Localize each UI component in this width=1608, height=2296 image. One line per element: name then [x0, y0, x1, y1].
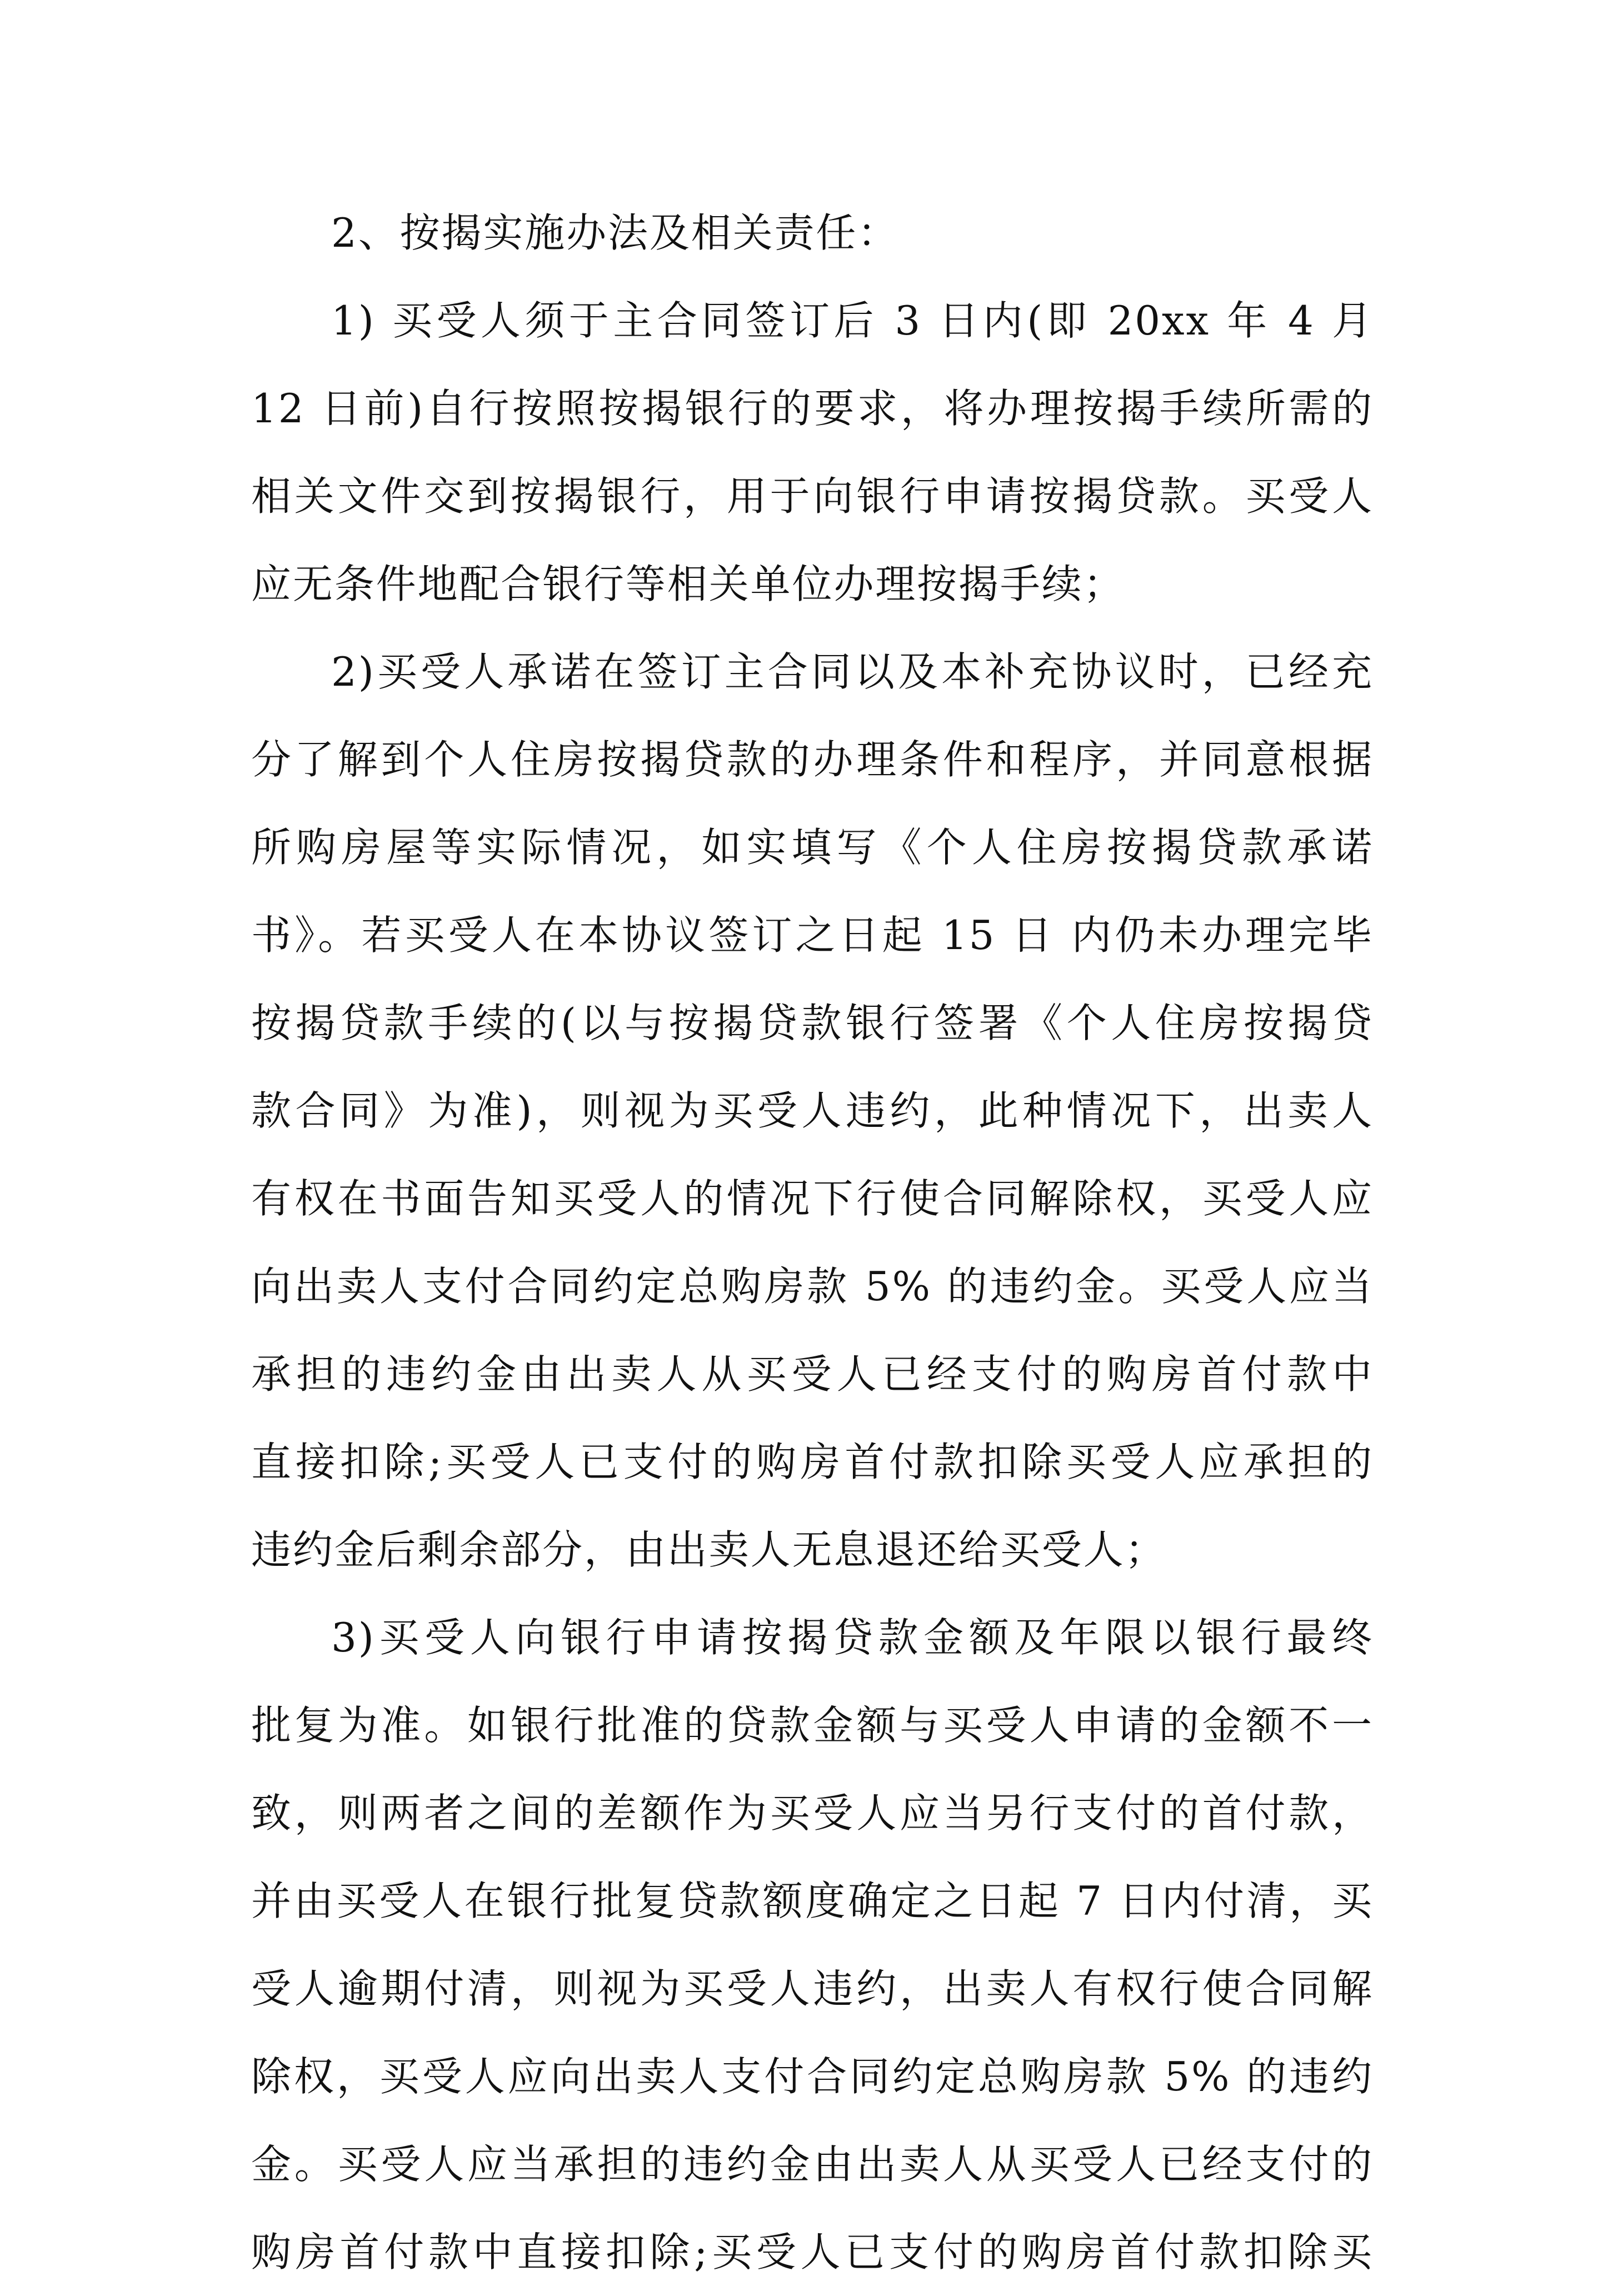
- text-line: 应无条件地配合银行等相关单位办理按揭手续；: [251, 561, 1125, 607]
- text-line: 书》。若买受人在本协议签订之日起 15 日 内仍未办理完毕: [251, 912, 1374, 959]
- document-body: [251, 189, 1374, 2296]
- text-line: 2)买受人承诺在签订主合同以及本补充协议时，已经充: [331, 648, 1374, 695]
- text-line: 所购房屋等实际情况，如实填写《个人住房按揭贷款承诺: [251, 824, 1374, 871]
- text-line: 款合同》为准)，则视为买受人违约，此种情况下，出卖人: [251, 1087, 1374, 1134]
- text-line: 有权在书面告知买受人的情况下行使合同解除权，买受人应: [251, 1175, 1374, 1222]
- text-line: 12 日前)自行按照按揭银行的要求，将办理按揭手续所需的: [251, 385, 1374, 432]
- text-line: 3)买受人向银行申请按揭贷款金额及年限以银行最终: [331, 1614, 1374, 1661]
- text-line: 违约金后剩余部分，由出卖人无息退还给买受人；: [251, 1526, 1167, 1573]
- text-line: 承担的违约金由出卖人从买受人已经支付的购房首付款中: [251, 1351, 1374, 1397]
- text-line: 受人逾期付清，则视为买受人违约，出卖人有权行使合同解: [251, 1965, 1374, 2012]
- text-line: 并由买受人在银行批复贷款额度确定之日起 7 日内付清，买: [251, 1878, 1374, 1924]
- text-line: 批复为准。如银行批准的贷款金额与买受人申请的金额不一: [251, 1702, 1374, 1749]
- text-line: 分了解到个人住房按揭贷款的办理条件和程序，并同意根据: [251, 736, 1374, 783]
- text-line: 向出卖人支付合同约定总购房款 5% 的违约金。买受人应当: [251, 1263, 1374, 1310]
- text-line: 除权，买受人应向出卖人支付合同约定总购房款 5% 的违约: [251, 2053, 1374, 2100]
- text-line: 金。买受人应当承担的违约金由出卖人从买受人已经支付的: [251, 2141, 1374, 2188]
- text-line: 按揭贷款手续的(以与按揭贷款银行签署《个人住房按揭贷: [251, 1000, 1374, 1046]
- text-line: 致，则两者之间的差额作为买受人应当另行支付的首付款，: [251, 1790, 1374, 1836]
- text-line: 购房首付款中直接扣除;买受人已支付的购房首付款扣除买: [251, 2229, 1374, 2275]
- text-line: 直接扣除;买受人已支付的购房首付款扣除买受人应承担的: [251, 1439, 1374, 1485]
- text-line: 2、按揭实施办法及相关责任：: [331, 209, 900, 256]
- text-line: 1) 买受人须于主合同签订后 3 日内(即 20xx 年 4 月: [331, 297, 1374, 344]
- text-line: 相关文件交到按揭银行，用于向银行申请按揭贷款。买受人: [251, 473, 1374, 520]
